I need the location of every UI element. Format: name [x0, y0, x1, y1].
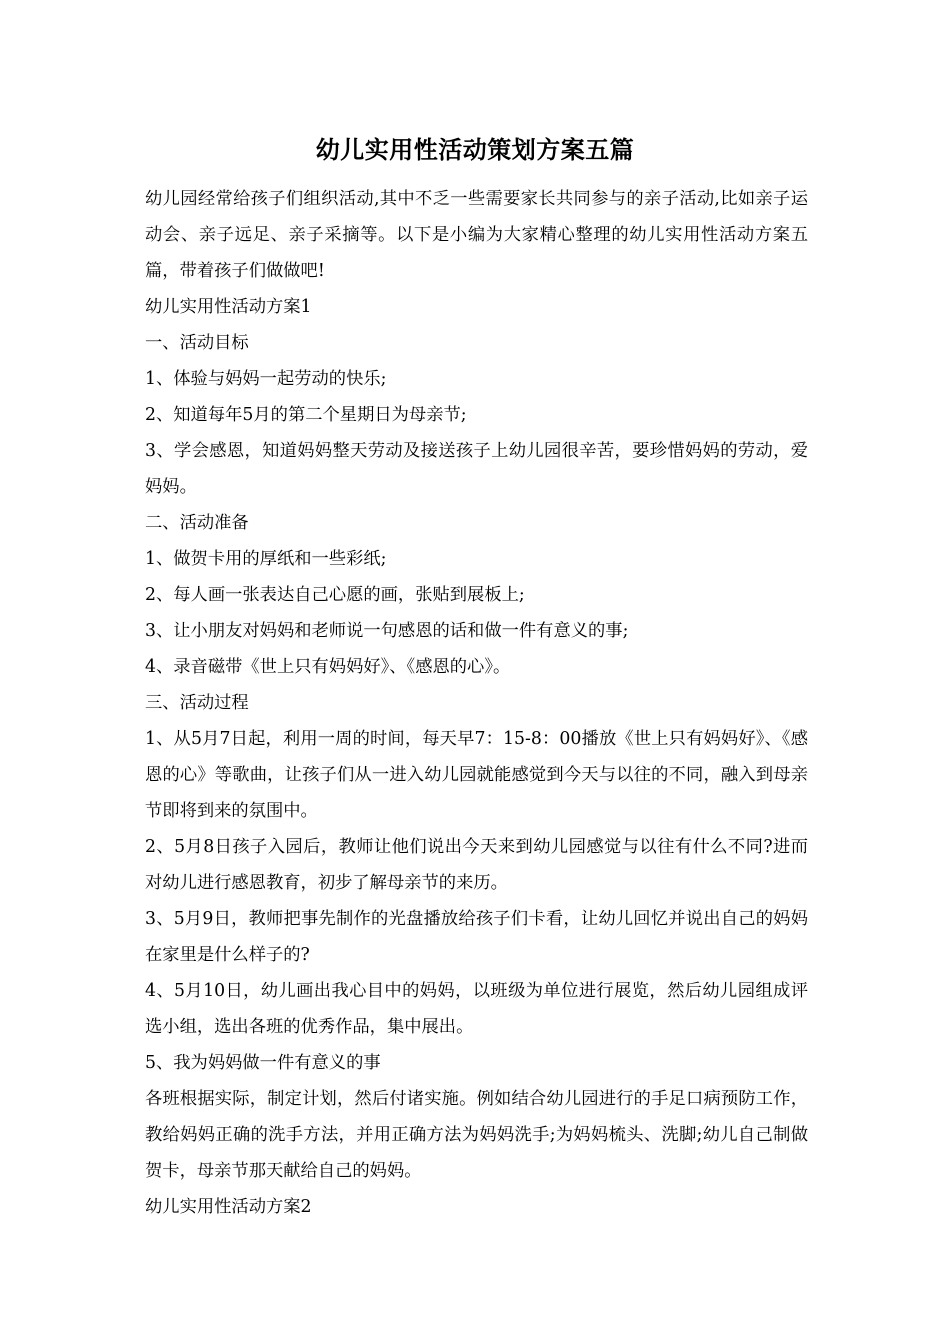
list-item: 3、学会感恩，知道妈妈整天劳动及接送孩子上幼儿园很辛苦，要珍惜妈妈的劳动，爱妈妈。 — [145, 441, 808, 497]
document-body — [145, 181, 808, 1225]
document-title: 幼儿实用性活动策划方案五篇 — [315, 135, 635, 164]
subsection-heading: 二、活动准备 — [145, 513, 249, 533]
section-heading: 幼儿实用性活动方案1 — [145, 297, 312, 317]
subsection-heading: 三、活动过程 — [145, 693, 249, 713]
list-item: 2、知道每年5月的第二个星期日为母亲节; — [145, 405, 467, 425]
list-item: 1、体验与妈妈一起劳动的快乐; — [145, 369, 387, 389]
list-item: 1、从5月7日起，利用一周的时间，每天早7：15-8：00播放《世上只有妈妈好》、《感恩的心》等歌曲，让孩子们从一进入幼儿园就能感觉到今天与以往的不同，融入到母亲节即将到来的氛围中。 — [145, 729, 808, 821]
list-item: 3、5月9日，教师把事先制作的光盘播放给孩子们卡看，让幼儿回忆并说出自己的妈妈在家里是什么样子的? — [145, 909, 808, 965]
intro-paragraph: 幼儿园经常给孩子们组织活动,其中不乏一些需要家长共同参与的亲子活动,比如亲子运动会、亲子远足、亲子采摘等。以下是小编为大家精心整理的幼儿实用性活动方案五篇，带着孩子们做做吧! — [145, 189, 808, 281]
list-item: 4、5月10日，幼儿画出我心目中的妈妈，以班级为单位进行展览，然后幼儿园组成评选小组，选出各班的优秀作品，集中展出。 — [145, 981, 808, 1037]
list-item: 5、我为妈妈做一件有意义的事 — [145, 1053, 381, 1073]
list-item: 2、5月8日孩子入园后，教师让他们说出今天来到幼儿园感觉与以往有什么不同?进而对幼儿进行感恩教育，初步了解母亲节的来历。 — [145, 837, 808, 893]
list-item: 3、让小朋友对妈妈和老师说一句感恩的话和做一件有意义的事; — [145, 621, 629, 641]
list-item: 1、做贺卡用的厚纸和一些彩纸; — [145, 549, 387, 569]
body-paragraph: 各班根据实际，制定计划，然后付诸实施。例如结合幼儿园进行的手足口病预防工作，教给妈妈正确的洗手方法，并用正确方法为妈妈洗手;为妈妈梳头、洗脚;幼儿自己制做贺卡，母亲节那天献给自己的妈妈。 — [145, 1089, 808, 1181]
subsection-heading: 一、活动目标 — [145, 333, 249, 353]
section-heading: 幼儿实用性活动方案2 — [145, 1197, 312, 1217]
list-item: 4、录音磁带《世上只有妈妈好》、《感恩的心》。 — [145, 657, 511, 677]
list-item: 2、每人画一张表达自己心愿的画，张贴到展板上; — [145, 585, 525, 605]
